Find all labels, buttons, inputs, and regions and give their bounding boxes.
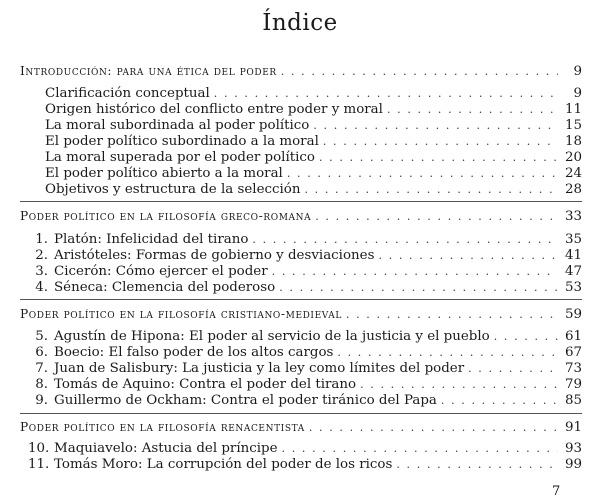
entry-title: El poder político abierto a la moral bbox=[45, 166, 283, 181]
entry-text: Aristóteles: Formas de gobierno y desviaciones bbox=[54, 248, 375, 263]
toc-entry[interactable] bbox=[45, 150, 582, 166]
entry-number: 6. bbox=[35, 345, 48, 360]
entry-title: El poder político subordinado a la moral bbox=[45, 134, 319, 149]
dot-leader bbox=[319, 150, 558, 166]
toc-part-heading[interactable] bbox=[20, 419, 582, 436]
entry-number: 8. bbox=[35, 377, 48, 392]
entry-title bbox=[28, 280, 275, 296]
entry-title bbox=[28, 264, 268, 280]
entry-text: Séneca: Clemencia del poderoso bbox=[54, 280, 276, 295]
page-number: 53 bbox=[564, 280, 582, 295]
toc-entry[interactable] bbox=[45, 182, 582, 198]
page-number: 59 bbox=[564, 307, 582, 322]
page-number: 99 bbox=[564, 457, 582, 472]
entry-title bbox=[28, 345, 333, 361]
toc-entry[interactable] bbox=[28, 377, 582, 393]
dot-leader bbox=[396, 457, 558, 473]
part-title: Introducción: para una ética del poder bbox=[20, 64, 277, 78]
page-number: 35 bbox=[564, 232, 582, 247]
entry-title bbox=[28, 361, 464, 377]
page-number: 9 bbox=[573, 64, 582, 79]
toc-entry[interactable] bbox=[28, 264, 582, 280]
entry-number: 7. bbox=[35, 361, 48, 376]
dot-leader bbox=[468, 361, 558, 377]
entry-text: Tomás Moro: La corrupción del poder de los ricos bbox=[54, 457, 393, 472]
entry-number: 10. bbox=[28, 441, 50, 456]
entry-number: 9. bbox=[35, 393, 48, 408]
entry-text: Maquiavelo: Astucia del príncipe bbox=[54, 441, 278, 456]
entry-title bbox=[28, 457, 392, 473]
entry-text: Juan de Salisbury: La justicia y la ley como límites del poder bbox=[54, 361, 465, 376]
dot-leader bbox=[337, 345, 558, 361]
toc-entry[interactable] bbox=[45, 86, 582, 102]
entry-title: Origen histórico del conflicto entre poder y moral bbox=[45, 102, 383, 117]
page-number: 85 bbox=[564, 393, 582, 408]
page-number: 41 bbox=[564, 248, 582, 263]
section-divider bbox=[20, 201, 582, 202]
entry-number: 2. bbox=[35, 248, 48, 263]
page-number: 79 bbox=[564, 377, 582, 392]
toc-entry[interactable] bbox=[45, 118, 582, 134]
entry-text: Platón: Infelicidad del tirano bbox=[54, 232, 249, 247]
dot-leader bbox=[281, 64, 558, 80]
toc-entry[interactable] bbox=[28, 441, 582, 457]
dot-leader bbox=[287, 166, 558, 182]
page-number: 73 bbox=[564, 361, 582, 376]
toc-entry[interactable] bbox=[28, 280, 582, 296]
section-divider bbox=[20, 299, 582, 300]
toc-entry[interactable] bbox=[45, 102, 582, 118]
dot-leader bbox=[279, 280, 558, 296]
entry-title bbox=[28, 232, 248, 248]
toc-entry[interactable] bbox=[28, 248, 582, 264]
page-number: 18 bbox=[564, 134, 582, 149]
dot-leader bbox=[214, 86, 558, 102]
page-number: 11 bbox=[564, 102, 582, 117]
dot-leader bbox=[304, 182, 558, 198]
entry-number: 3. bbox=[35, 264, 48, 279]
entry-number: 4. bbox=[35, 280, 48, 295]
dot-leader bbox=[494, 329, 558, 345]
entry-number: 5. bbox=[35, 329, 48, 344]
part-title: Poder político en la filosofía greco-romana bbox=[20, 209, 312, 223]
toc-entry[interactable] bbox=[28, 232, 582, 248]
entry-text: Tomás de Aquino: Contra el poder del tirano bbox=[54, 377, 357, 392]
page-number: 47 bbox=[564, 264, 582, 279]
part-title: Poder político en la filosofía cristiano-medieval bbox=[20, 307, 342, 321]
toc-entry[interactable] bbox=[28, 345, 582, 361]
dot-leader bbox=[252, 232, 558, 248]
page-number: 15 bbox=[564, 118, 582, 133]
page-number: 33 bbox=[564, 209, 582, 224]
toc-entry[interactable] bbox=[28, 457, 582, 473]
page-number: 9 bbox=[573, 86, 582, 101]
entry-number: 1. bbox=[35, 232, 48, 247]
toc-entry[interactable] bbox=[28, 329, 582, 345]
toc-entry[interactable] bbox=[45, 134, 582, 150]
dot-leader bbox=[272, 264, 558, 280]
dot-leader bbox=[313, 118, 558, 134]
toc-part-heading[interactable] bbox=[20, 208, 582, 225]
entry-text: Boecio: El falso poder de los altos cargos bbox=[54, 345, 334, 360]
page-number: 28 bbox=[564, 182, 582, 197]
dot-leader bbox=[387, 102, 558, 118]
part-title: Poder político en la filosofía renacentista bbox=[20, 420, 305, 434]
entry-title: La moral subordinada al poder político bbox=[45, 118, 310, 133]
page-title: Índice bbox=[262, 10, 338, 36]
entry-title: Objetivos y estructura de la selección bbox=[45, 182, 301, 197]
entry-title bbox=[28, 377, 356, 393]
toc-part-heading[interactable] bbox=[20, 63, 582, 80]
entry-text: Agustín de Hipona: El poder al servicio de la justicia y el pueblo bbox=[54, 329, 490, 344]
dot-leader bbox=[315, 209, 558, 225]
dot-leader bbox=[441, 393, 558, 409]
page-number: 67 bbox=[564, 345, 582, 360]
page-folio: 7 bbox=[552, 484, 561, 499]
dot-leader bbox=[309, 420, 558, 436]
page-number: 61 bbox=[564, 329, 582, 344]
entry-title: La moral superada por el poder político bbox=[45, 150, 315, 165]
entry-title bbox=[28, 248, 374, 264]
page-number: 91 bbox=[564, 420, 582, 435]
entry-text: Guillermo de Ockham: Contra el poder tiránico del Papa bbox=[54, 393, 437, 408]
entry-title bbox=[28, 393, 437, 409]
dot-leader bbox=[346, 307, 558, 323]
toc-entry[interactable] bbox=[45, 166, 582, 182]
toc-entry[interactable] bbox=[28, 393, 582, 409]
dot-leader bbox=[378, 248, 558, 264]
dot-leader bbox=[282, 441, 558, 457]
dot-leader bbox=[360, 377, 558, 393]
toc-entry[interactable] bbox=[28, 361, 582, 377]
entry-title bbox=[28, 441, 278, 457]
page-number: 93 bbox=[564, 441, 582, 456]
entry-title: Clarificación conceptual bbox=[45, 86, 210, 101]
page-number: 20 bbox=[564, 150, 582, 165]
entry-text: Cicerón: Cómo ejercer el poder bbox=[54, 264, 268, 279]
toc-part-heading[interactable] bbox=[20, 306, 582, 323]
entry-number: 11. bbox=[28, 457, 50, 472]
section-divider bbox=[20, 413, 582, 414]
dot-leader bbox=[323, 134, 558, 150]
entry-title bbox=[28, 329, 490, 345]
page-number: 24 bbox=[564, 166, 582, 181]
